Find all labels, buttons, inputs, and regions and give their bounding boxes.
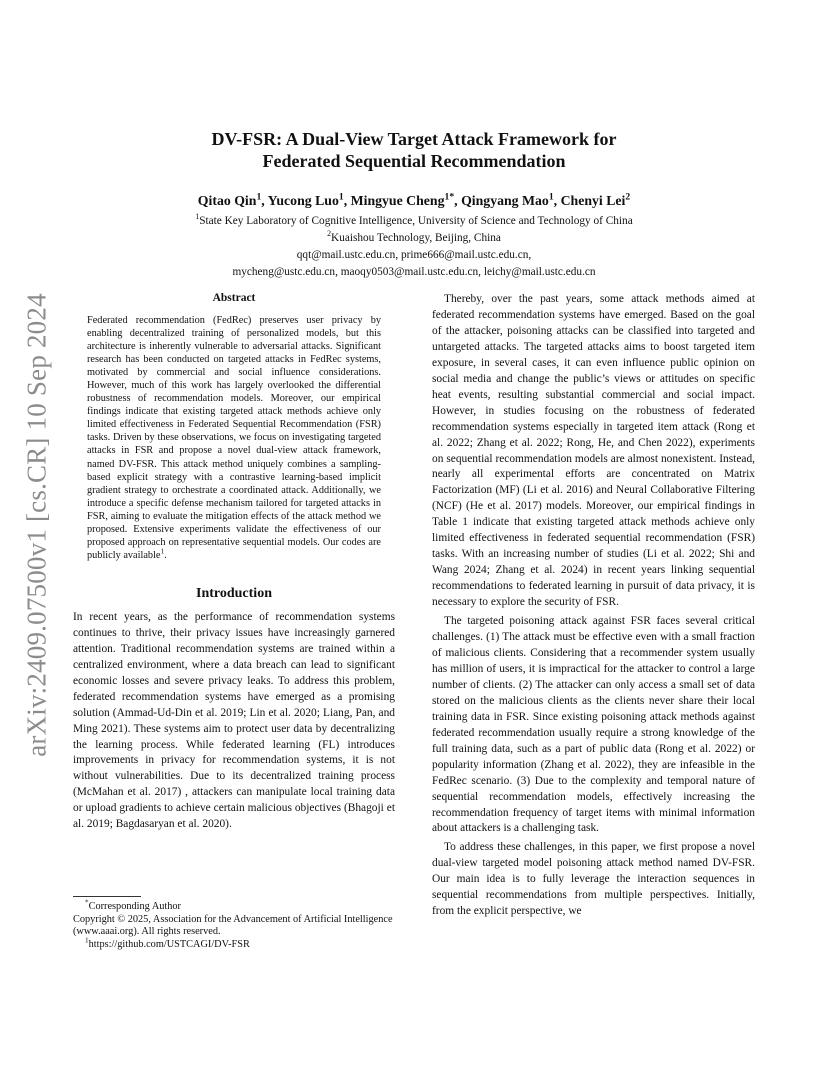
author: Chenyi Lei	[560, 193, 626, 208]
author-affiliation-mark: 1	[338, 191, 344, 203]
author-affiliation-mark: 2	[625, 191, 631, 203]
introduction-heading: Introduction	[196, 585, 272, 601]
affiliation-1	[0, 214, 828, 229]
introduction-paragraph: In recent years, as the performance of recommendation systems continues to thrive, their privacy issues have increasingly garnered attention. Traditional recommendation systems are trained within a centralized environment, where a data breach can lead to significant economic losses and severe privacy leaks. To address this problem, federated recommendation systems have emerged as a promising solution (Ammad-Ud-Din et al. 2019; Lin et al. 2020; Liang, Pan, and Ming 2021). These systems aim to protect user data by decentralizing the learning process. While federated learning (FL) introduces improvements in privacy for recommendation systems, it is not without vulnerabilities. Due to its decentralized training process (McMahan et al. 2017) , attackers can manipulate local training data or upload gradients to achieve certain malicious objectives (Bhagoji et al. 2019; Bagdasaryan et al. 2020).	[73, 610, 395, 831]
footnote-text: Corresponding Author	[88, 901, 181, 912]
footnote-mark: *	[85, 898, 89, 907]
paper-title	[0, 128, 828, 172]
body-paragraph: To address these challenges, in this paper, we first propose a novel dual-view targeted model poisoning attack method named DV-FSR. Our main idea is to fully leverage the interaction sequences in sequential recommendations from multiple perspectives. Initially, from the explicit perspective, we	[432, 841, 755, 918]
abstract-heading: Abstract	[212, 292, 256, 304]
author-affiliation-mark: 1	[256, 191, 262, 203]
author-affiliation-mark: 1*	[444, 191, 455, 203]
abstract-text: Federated recommendation (FedRec) preserves user privacy by enabling decentralized training of personalized models, but this architecture is inherently vulnerable to adversarial attacks. Significant research has been conducted on targeted attacks in FedRec systems, motivated by commercial and social influence considerations. However, much of this work has largely overlooked the differential robustness of recommendation models. Moreover, our empirical findings indicate that existing targeted attack methods achieve only limited effectiveness in Federated Sequential Recommendation (FSR) tasks. Driven by these observations, we focus on investigating targeted attacks in FSR and propose a novel dual-view attack framework, named DV-FSR. This attack method uniquely combines a sampling-based explicit strategy with a contrastive learning-based implicit gradient strategy to orchestrate a coordinated attack. Additionally, we introduce a specific defense mechanism tailored for targeted attacks in FSR, aiming to evaluate the mitigation effects of the attack method we proposed. Extensive experiments validate the effectiveness of our proposed approach on representative sequential models. Our codes are publicly available	[87, 315, 381, 561]
author: Qitao Qin	[197, 193, 257, 208]
affiliation-mark: 1	[195, 212, 200, 222]
affiliation-text: State Key Laboratory of Cognitive Intelligence, University of Science and Technology of China	[199, 215, 633, 227]
title-line-2: Federated Sequential Recommendation	[262, 151, 566, 171]
footnote-corresponding	[73, 898, 395, 914]
footnote-mark: 1	[160, 547, 165, 556]
body-paragraph: Thereby, over the past years, some attack methods aimed at federated recommendation systems have emerged. Based on the goal of the attacker, poisoning attacks can be classified into targeted and untargeted attacks. The targeted attacks aims to boost targeted item exposure, in several cases, it can even influence public opinion on social media and change the public’s views or attitudes on specific heat events, resulting substantial commercial and social impact. However, in studies focusing on the robustness of federated recommendation systems especially in targeted item attack (Rong et al. 2022; Zhang et al. 2022; Rong, He, and Chen 2022), experiments on sequential recommendation models are almost nonexistent. Instead, nearly all experimental efforts are concentrated on Matrix Factorization (MF) (Li et al. 2016) and Neural Collaborative Filtering (NCF) (He et al. 2017) models. Moreover, our empirical findings in Table 1 indicate that existing targeted attack methods achieve only limited effectiveness in federated sequential recommendation (FSR) tasks. With an increasing number of studies (Li et al. 2022; Shi and Wang 2024; Zhang et al. 2024) in recent years linking sequential recommendations to federated learning in pursuit of data privacy, it is necessary to explore the security of FSR.	[432, 293, 755, 609]
arxiv-identifier-stamp	[20, 290, 54, 760]
email-line-2: mycheng@ustc.edu.cn, maoqy0503@mail.ustc.edu.cn, leichy@mail.ustc.edu.cn	[232, 266, 596, 278]
affiliation-mark: 2	[327, 229, 332, 239]
footnote-mark: 1	[85, 936, 89, 945]
copyright-notice: Copyright © 2025, Association for the Advancement of Artificial Intelligence (www.aaai.org). All rights reserved.	[73, 913, 393, 938]
code-repository-link[interactable]: https://github.com/USTCAGI/DV-FSR	[88, 938, 250, 950]
abstract-body: Federated recommendation (FedRec) preserves user privacy by enabling decentralized training of personalized models, but this architecture is inherently vulnerable to adversarial attacks. Significant research has been conducted on targeted attacks in FedRec systems, motivated by commercial and social influence considerations. However, much of this work has largely overlooked the differential robustness of recommendation models. Moreover, our empirical findings indicate that existing targeted attack methods achieve only limited effectiveness in Federated Sequential Recommendation (FSR) tasks. Driven by these observations, we focus on investigating targeted attacks in FSR and propose a novel dual-view attack framework, named DV-FSR. This attack method uniquely combines a sampling-based explicit strategy with a contrastive learning-based implicit gradient strategy to orchestrate a coordinated attack. Additionally, we introduce a specific defense mechanism tailored for targeted attacks in FSR, aiming to evaluate the mitigation effects of the attack method we proposed. Extensive experiments validate the effectiveness of our proposed approach on representative sequential models. Our codes are publicly available$^1$.	[87, 315, 381, 561]
email-line-1: qqt@mail.ustc.edu.cn, prime666@mail.ustc.edu.cn,	[296, 249, 532, 261]
footnote-code	[73, 936, 395, 952]
title-line-1: DV-FSR: A Dual-View Target Attack Framework for	[211, 129, 617, 149]
author: Qingyang Mao	[461, 193, 549, 208]
author-affiliation-mark: 1	[548, 191, 554, 203]
author: Yucong Luo	[267, 193, 339, 208]
right-column	[432, 292, 755, 920]
author: Mingyue Cheng	[350, 193, 445, 208]
arxiv-identifier-text: arXiv:2409.07500v1 [cs.CR] 10 Sep 2024	[21, 293, 52, 757]
affiliation-text: Kuaishou Technology, Beijing, China	[331, 232, 501, 244]
paper-header	[0, 128, 828, 280]
footnotes	[73, 896, 395, 951]
body-paragraph: The targeted poisoning attack against FSR faces several critical challenges. (1) The attack must be effective even with a small fraction of malicious clients. Considering that a recommender system usually has million of users, it is impractical for the attacker to control a large number of clients. (2) The attacker can only access a small set of data stored on the malicious clients as the clients never share their local training data in FSR. Since existing poisoning attack methods against federated recommendation usually require a strong knowledge of the full training data, such as a part of public data (Rong et al. 2022) or popularity information (Zhang et al. 2022), they are infeasible in the FedRec scenario. (3) Due to the complexity and temporal nature of sequential recommendation models, effectively increasing the recommendation frequency of target items with minimal information about attackers is a challenging task.	[432, 615, 755, 835]
affiliation-2	[0, 231, 828, 246]
author-list: Qitao Qin$^1$, Yucong Luo$^1$, Mingyue Cheng$^{1*}$, Qingyang Mao$^1$, Chenyi Lei$^2$	[197, 191, 631, 208]
left-column	[73, 292, 395, 833]
footnote-rule	[73, 896, 141, 897]
